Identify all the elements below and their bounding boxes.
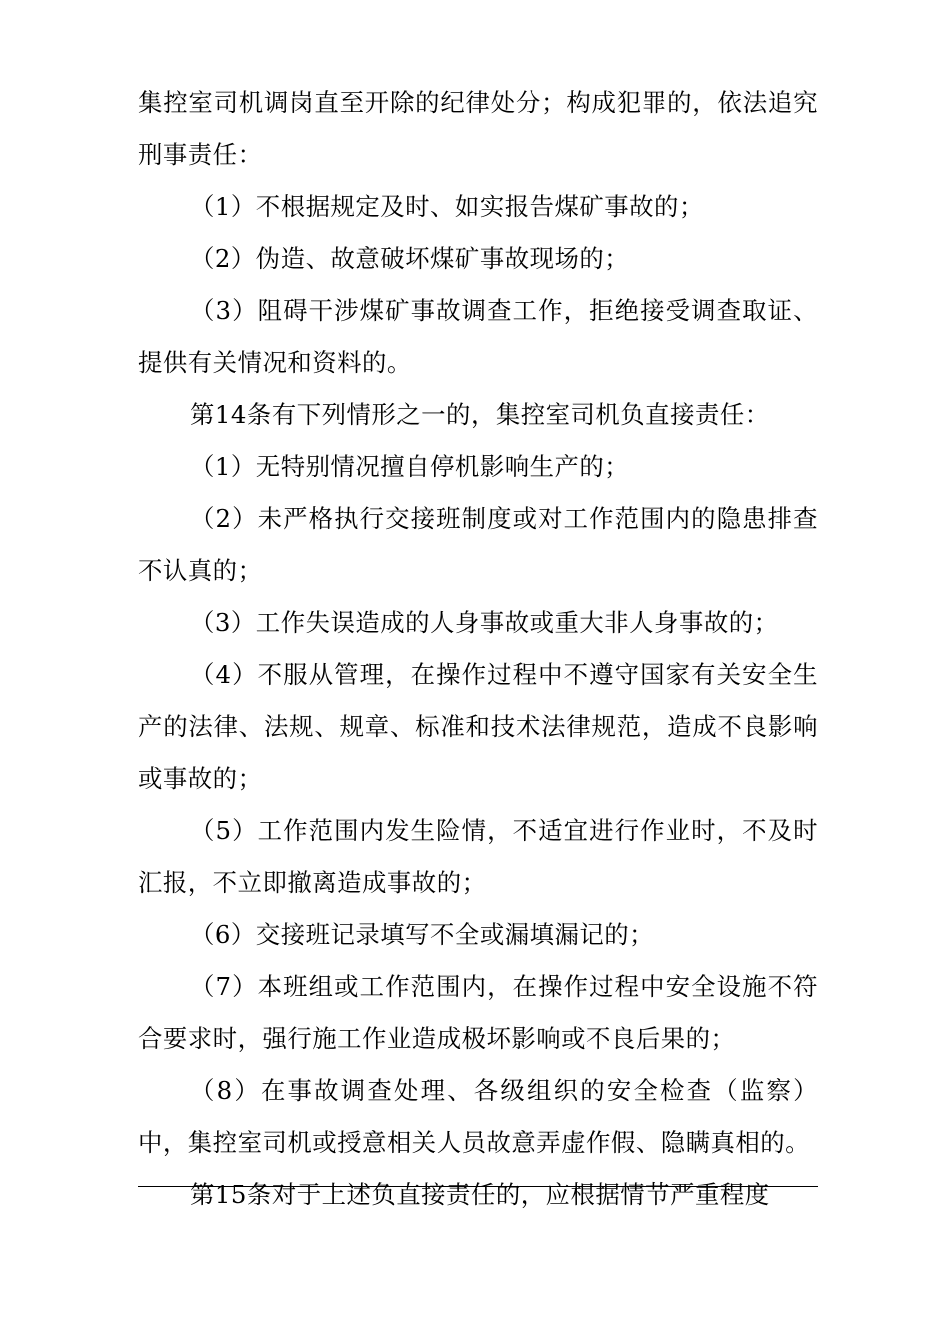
list-item: （5）工作范围内发生险情，不适宜进行作业时，不及时汇报，不立即撤离造成事故的； xyxy=(138,816,818,897)
list-item: （1）不根据规定及时、如实报告煤矿事故的； xyxy=(190,192,704,221)
document-body xyxy=(138,77,818,1221)
list-item: （7）本班组或工作范围内，在操作过程中安全设施不符合要求时，强行施工作业造成极坏影响或不良后果的； xyxy=(138,972,818,1053)
list-item: （3）工作失误造成的人身事故或重大非人身事故的； xyxy=(190,608,779,637)
footer-divider xyxy=(138,1186,818,1187)
list-item: （3）阻碍干涉煤矿事故调查工作，拒绝接受调查取证、提供有关情况和资料的。 xyxy=(138,296,818,377)
list-item: （8）在事故调查处理、各级组织的安全检查（监察）中，集控室司机或授意相关人员故意弄虚作假、隐瞒真相的。 xyxy=(138,1076,818,1157)
list-item: （2）伪造、故意破坏煤矿事故现场的； xyxy=(190,244,630,273)
list-item: （4）不服从管理，在操作过程中不遵守国家有关安全生产的法律、法规、规章、标准和技术法律规范，造成不良影响或事故的； xyxy=(138,660,818,793)
list-item: （2）未严格执行交接班制度或对工作范围内的隐患排查不认真的； xyxy=(138,504,818,585)
list-item: （6）交接班记录填写不全或漏填漏记的； xyxy=(190,920,655,949)
article-heading: 第15条对于上述负直接责任的，应根据情节严重程度 xyxy=(190,1180,770,1209)
list-item: （1）无特别情况擅自停机影响生产的； xyxy=(190,452,630,481)
article-heading: 第14条有下列情形之一的，集控室司机负直接责任： xyxy=(190,400,770,429)
paragraph-continuation: 集控室司机调岗直至开除的纪律处分；构成犯罪的，依法追究刑事责任： xyxy=(138,88,818,169)
